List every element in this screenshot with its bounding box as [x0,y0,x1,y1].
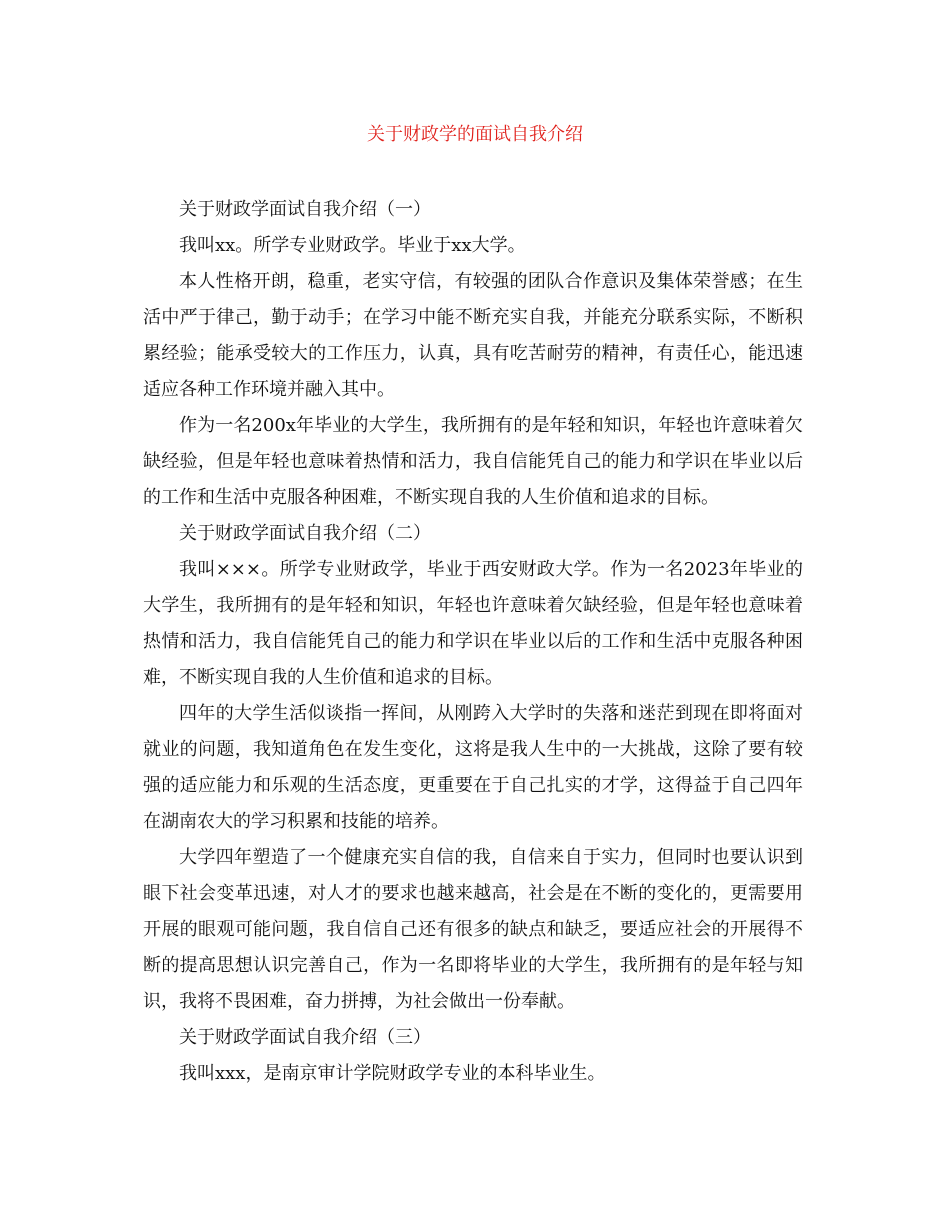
document-body [143,192,803,1092]
paragraph: 作为一名200x年毕业的大学生，我所拥有的是年轻和知识，年轻也许意味着欠缺经验，但是年轻也意味着热情和活力，我自信能凭自己的能力和学识在毕业以后的工作和生活中克服各种困难，不断实现自我的人生价值和追求的目标。 [143,415,803,508]
paragraph: 四年的大学生活似谈指一挥间，从刚跨入大学时的失落和迷茫到现在即将面对就业的问题，我知道角色在发生变化，这将是我人生中的一大挑战，这除了要有较强的适应能力和乐观的生活态度，更重要在于自己扎实的才学，这得益于自己四年在湖南农大的学习积累和技能的培养。 [143,703,803,832]
paragraph: 我叫×××。所学专业财政学，毕业于西安财政大学。作为一名2023年毕业的大学生，我所拥有的是年轻和知识，年轻也许意味着欠缺经验，但是年轻也意味着热情和活力，我自信能凭自己的能力和学识在毕业以后的工作和生活中克服各种困难，不断实现自我的人生价值和追求的目标。 [143,559,803,688]
section-heading-2: 关于财政学面试自我介绍（二） [179,523,431,544]
paragraph: 大学四年塑造了一个健康充实自信的我，自信来自于实力，但同时也要认识到眼下社会变革迅速，对人才的要求也越来越高，社会是在不断的变化的，更需要用开展的眼观可能问题，我自信自己还有很多的缺点和缺乏，要适应社会的开展得不断的提高思想认识完善自己，作为一名即将毕业的大学生，我所拥有的是年轻与知识，我将不畏困难，奋力拼搏，为社会做出一份奉献。 [143,847,803,1012]
section-heading-3: 关于财政学面试自我介绍（三） [179,1027,431,1048]
paragraph: 我叫xx。所学专业财政学。毕业于xx大学。 [179,235,526,256]
section-heading-1: 关于财政学面试自我介绍（一） [179,199,431,220]
paragraph: 本人性格开朗，稳重，老实守信，有较强的团队合作意识及集体荣誉感；在生活中严于律己，勤于动手；在学习中能不断充实自我，并能充分联系实际，不断积累经验；能承受较大的工作压力，认真，具有吃苦耐劳的精神，有责任心，能迅速适应各种工作环境并融入其中。 [143,271,803,400]
document-title: 关于财政学的面试自我介绍 [367,124,583,145]
paragraph: 我叫xxx，是南京审计学院财政学专业的本科毕业生。 [179,1063,606,1084]
